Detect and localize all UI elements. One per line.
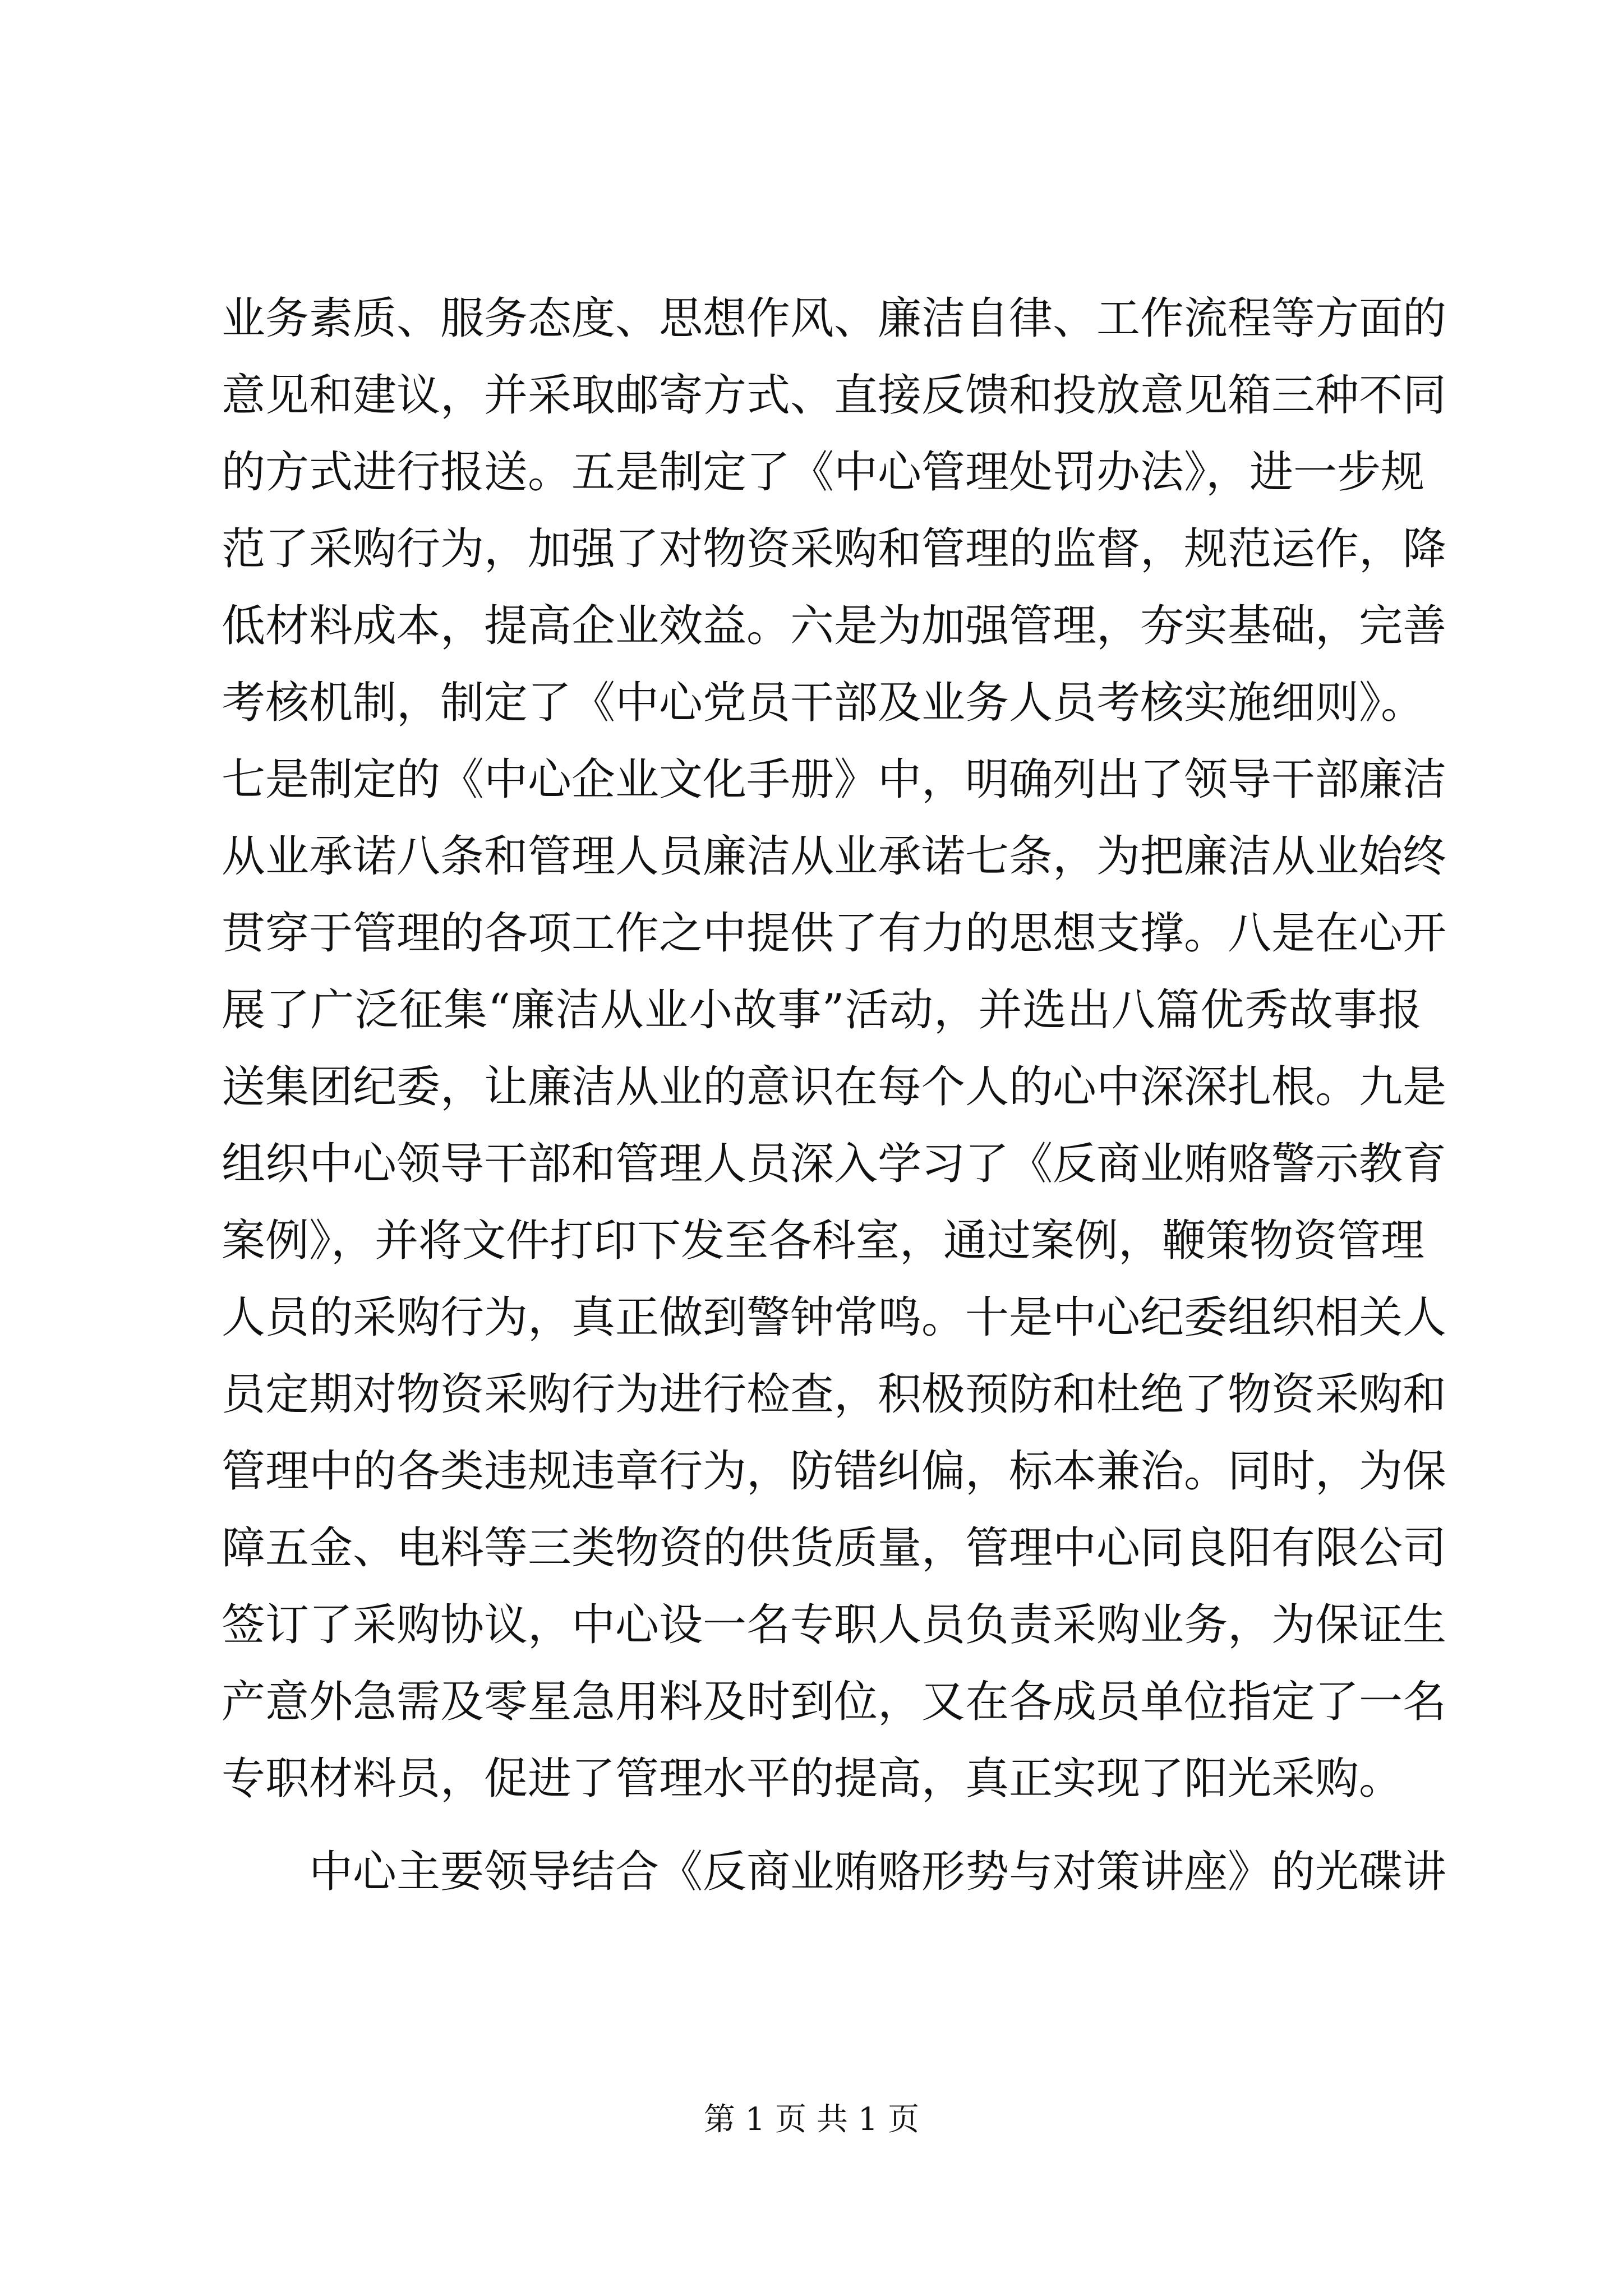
text-line: 签订了采购协议，中心设一名专职人员负责采购业务，为保证生 [222, 1600, 1447, 1650]
text-line: 低材料成本，提高企业效益。六是为加强管理，夯实基础，完善 [222, 601, 1447, 651]
text-line: 专职材料员，促进了管理水平的提高，真正实现了阳光采购。 [222, 1754, 1403, 1804]
text-line: 七是制定的《中心企业文化手册》中，明确列出了领导干部廉洁 [222, 754, 1447, 805]
paragraph-2 [222, 1834, 1447, 1911]
text-line: 贯穿于管理的各项工作之中提供了有力的思想支撑。八是在心开 [222, 908, 1447, 959]
text-line: 意见和建议，并采取邮寄方式、直接反馈和投放意见箱三种不同 [222, 370, 1447, 421]
text-line: 员定期对物资采购行为进行检查，积极预防和杜绝了物资采购和 [222, 1369, 1447, 1420]
text-line: 产意外急需及零星急用料及时到位，又在各成员单位指定了一名 [222, 1677, 1447, 1727]
text-line: 人员的采购行为，真正做到警钟常鸣。十是中心纪委组织相关人 [222, 1292, 1447, 1343]
text-line: 业务素质、服务态度、思想作风、廉洁自律、工作流程等方面的 [222, 293, 1447, 344]
text-line: 范了采购行为，加强了对物资采购和管理的监督，规范运作，降 [222, 524, 1447, 574]
text-line: 的方式进行报送。五是制定了《中心管理处罚办法》，进一步规 [222, 447, 1425, 498]
page-footer [0, 2100, 1623, 2139]
page-number: 第 1 页 共 1 页 [703, 2101, 920, 2138]
paragraph-1 [222, 280, 1447, 1818]
text-line: 管理中的各类违规违章行为，防错纠偏，标本兼治。同时，为保 [222, 1446, 1447, 1497]
text-line: 中心主要领导结合《反商业贿赂形势与对策讲座》的光碟讲 [309, 1847, 1447, 1897]
text-line: 障五金、电料等三类物资的供货质量，管理中心同良阳有限公司 [222, 1523, 1447, 1573]
text-line: 送集团纪委，让廉洁从业的意识在每个人的心中深深扎根。九是 [222, 1062, 1447, 1112]
text-line: 从业承诺八条和管理人员廉洁从业承诺七条，为把廉洁从业始终 [222, 831, 1447, 882]
text-line: 组织中心领导干部和管理人员深入学习了《反商业贿赂警示教育 [222, 1139, 1447, 1189]
body-text [222, 280, 1447, 1911]
text-line: 考核机制，制定了《中心党员干部及业务人员考核实施细则》。 [222, 678, 1425, 728]
text-line: 案例》，并将文件打印下发至各科室，通过案例，鞭策物资管理 [222, 1216, 1425, 1266]
text-line: 展了广泛征集“廉洁从业小故事”活动，并选出八篇优秀故事报 [222, 985, 1422, 1036]
